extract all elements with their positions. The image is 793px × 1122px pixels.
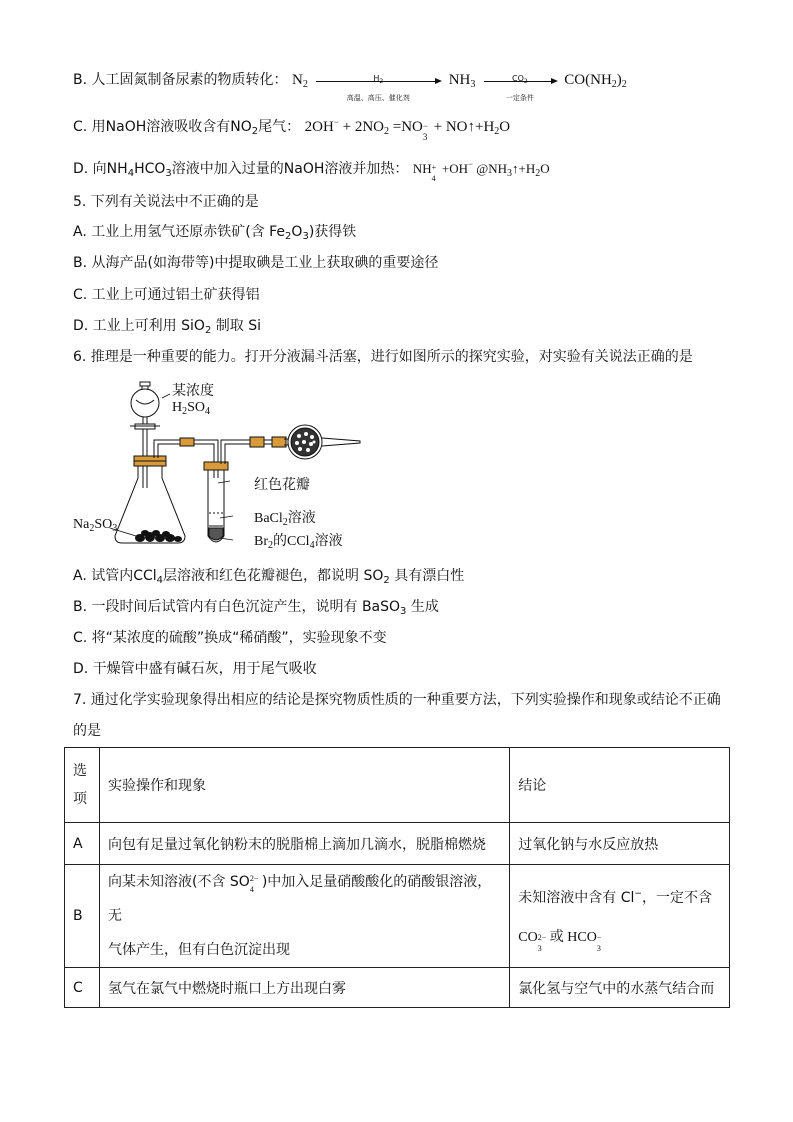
q4-option-d: D. 向$NH_4HCO_3$溶液中加入过量的NaOH溶液并加热： NH + 4 +OH− $@NH_3↑+H_2O$ xyxy=(73,159,550,184)
q5-stem: 5. 下列有关说法中不正确的是 xyxy=(73,194,259,210)
row-b-conclusion: 未知溶液中含有 Cl−，一定不含 CO 2− 3 或 HCO − 3 xyxy=(510,865,730,968)
row-a-option: A xyxy=(65,823,100,865)
q5-option-d: D. 工业上可利用 SiO$_2$ 制取 Si xyxy=(73,318,261,336)
conical-flask xyxy=(115,456,185,543)
separatory-funnel xyxy=(130,382,160,488)
header-operation: 实验操作和现象 xyxy=(99,748,509,823)
row-a-conclusion: 过氧化钠与水反应放热 xyxy=(510,823,730,865)
table-row xyxy=(65,823,730,865)
reaction-arrow-1: $H_2$ 高温、高压、催化剂 xyxy=(316,79,440,82)
label-bacl2-solution: BaCl$_2$溶液 xyxy=(254,511,316,528)
q6-option-a: A. 试管内CCl$_4$层溶液和红色花瓣褪色，都说明 $SO_2$ 具有漂白性 xyxy=(73,568,465,586)
row-c-option: C xyxy=(65,968,100,1008)
test-tube xyxy=(204,462,228,542)
q6-option-b: B. 一段时间后试管内有白色沉淀产生，说明有 BaSO$_3$ 生成 xyxy=(73,599,439,617)
q5-option-a: A. 工业上用氢气还原赤铁矿(含 $Fe_2O_3$)获得铁 xyxy=(73,224,357,242)
label-sulfuric-acid: 某浓度 $H_2SO_4$ xyxy=(172,384,214,417)
header-conclusion: 结论 xyxy=(510,748,730,823)
row-b-operation: 向某未知溶液(不含 SO 2− 4 )中加入足量硝酸酸化的硝酸银溶液，无 气体产生，但有白色沉淀出现 xyxy=(99,865,509,968)
q6-option-d: D. 干燥管中盛有碱石灰，用于尾气吸收 xyxy=(73,661,317,677)
experiment-apparatus-figure xyxy=(70,378,370,557)
equation-d: NH + 4 +OH− $@NH_3↑+H_2O$ xyxy=(412,159,550,184)
q7-stem-line-1: 7. 通过化学实验现象得出相应的结论是探究物质性质的一种重要方法，下列实验操作和现象或结论不正确 xyxy=(73,692,721,708)
q6-stem: 6. 推理是一种重要的能力。打开分液漏斗活塞，进行如图所示的探究实验，对实验有关说法正确的是 xyxy=(73,349,693,365)
table-row xyxy=(65,865,730,968)
label-sodium-sulfite: $Na_2SO_3$ xyxy=(73,517,118,534)
row-c-operation: 氢气在氯气中燃烧时瓶口上方出现白雾 xyxy=(99,968,509,1008)
q4-option-b-text: B. 人工固氮制备尿素的物质转化： xyxy=(73,72,288,88)
formula-n2: $N_2$ xyxy=(291,72,308,90)
formula-nh3: $NH_3$ xyxy=(448,72,476,90)
label-br2-ccl4-solution: $Br_2$的CCl$_4$溶液 xyxy=(254,534,343,551)
table-row xyxy=(65,968,730,1008)
equation-c: $2OH^- + 2NO_2 =NO$ − 3 + $NO↑+H_2O$ xyxy=(304,117,511,142)
table-header-row xyxy=(65,748,730,823)
q4-option-b xyxy=(73,70,627,102)
sodium-sulfite-solid xyxy=(135,530,182,542)
drying-tube xyxy=(284,425,360,459)
formula-urea: $CO(NH_2)_2$ xyxy=(564,72,627,90)
outlet-tube xyxy=(221,437,286,464)
row-b-option: B xyxy=(65,865,100,968)
reaction-arrow-2: $CO_2$ 一定条件 xyxy=(484,79,556,82)
header-option: 选 项 xyxy=(65,748,100,823)
q7-stem-line-2: 的是 xyxy=(73,723,101,739)
q5-option-b: B. 从海产品(如海带等)中提取碘是工业上获取碘的重要途径 xyxy=(73,255,439,271)
row-a-operation: 向包有足量过氧化钠粉末的脱脂棉上滴加几滴水，脱脂棉燃烧 xyxy=(99,823,509,865)
q7-table xyxy=(64,747,730,1008)
q5-option-c: C. 工业上可通过铝土矿获得铝 xyxy=(73,287,260,303)
q4-option-c: C. 用NaOH溶液吸收含有$NO_2$尾气： $2OH^- + 2NO_2 =NO$ − 3 + $NO↑+H_2O$ xyxy=(73,117,511,142)
q6-option-c: C. 将“某浓度的硫酸”换成“稀硝酸”，实验现象不变 xyxy=(73,630,387,646)
row-c-conclusion: 氯化氢与空气中的水蒸气结合而 xyxy=(510,968,730,1008)
label-red-petal: 红色花瓣 xyxy=(254,478,310,493)
